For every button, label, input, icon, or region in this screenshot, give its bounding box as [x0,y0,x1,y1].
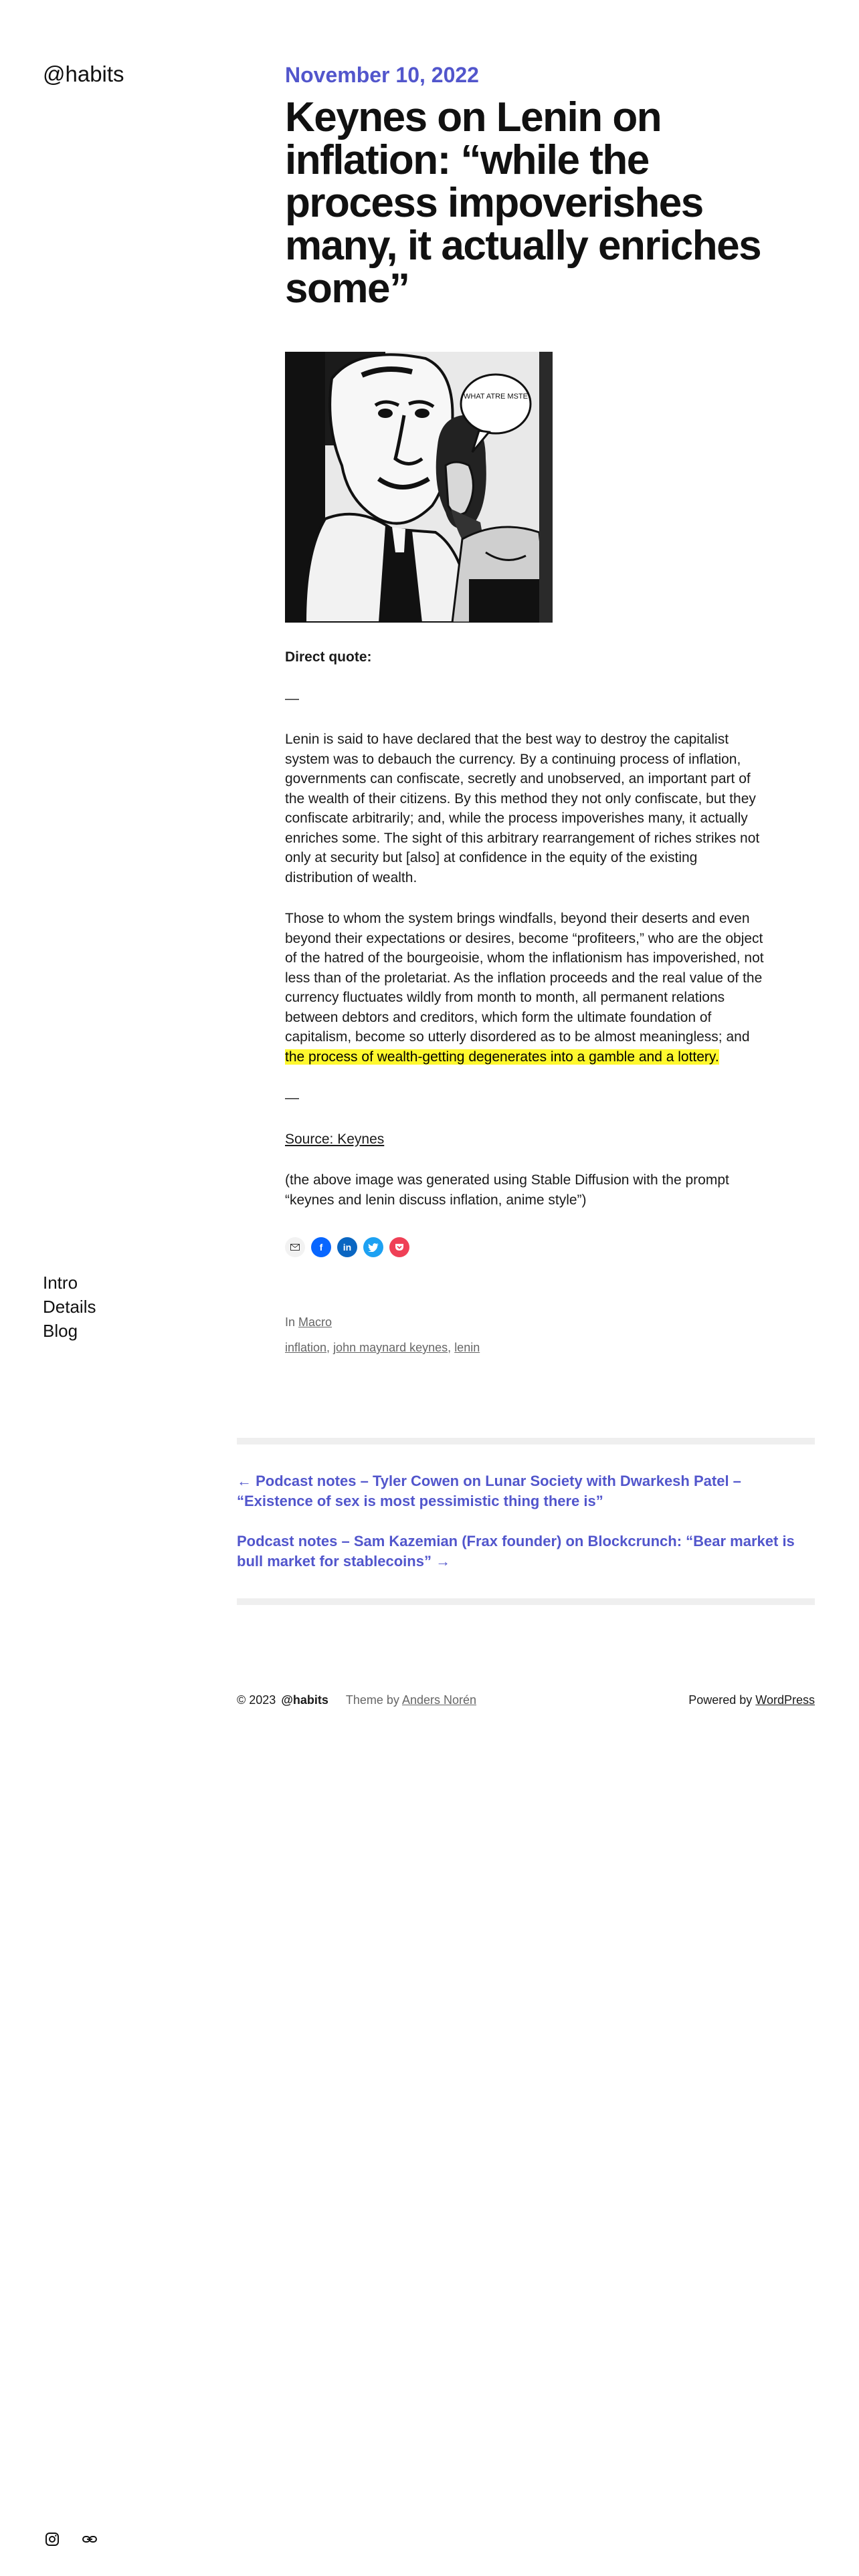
nav-item-intro[interactable]: Intro [43,1273,78,1293]
instagram-icon[interactable] [43,2530,62,2549]
dash-separator: — [285,1090,299,1105]
post-tags: inflation, john maynard keynes, lenin [285,1341,480,1354]
facebook-icon[interactable]: f [311,1237,331,1257]
footer-site-title[interactable]: @habits [281,1693,328,1707]
share-buttons [285,1237,409,1257]
email-icon[interactable] [285,1237,305,1257]
tag-link[interactable]: inflation [285,1341,327,1354]
direct-quote-label: Direct quote: [285,649,372,665]
post-header [285,62,767,310]
nav-item-details[interactable]: Details [43,1297,96,1317]
post-navigation [237,1471,815,1572]
post-meta [285,1309,480,1360]
tag-link[interactable]: lenin [454,1341,480,1354]
powered-by-prefix: Powered by [688,1693,753,1707]
twitter-icon[interactable] [363,1237,383,1257]
link-icon[interactable] [80,2530,99,2549]
featured-image [285,352,553,623]
side-navigation [43,1271,96,1343]
keynes-lenin-illustration [285,352,553,623]
theme-credit-prefix: Theme by [345,1693,399,1707]
site-footer [237,1693,815,1707]
source-link[interactable]: Source: Keynes [285,1131,385,1147]
social-links [43,2530,99,2549]
speech-bubble-text: WHAT ATRE MSTE [464,393,528,401]
nav-item-blog[interactable]: Blog [43,1321,78,1341]
image-note: (the above image was generated using Stable Diffusion with the prompt “keynes and lenin discuss inflation, anime style”) [285,1172,729,1208]
highlighted-text: the process of wealth-getting degenerates into a gamble and a lottery. [285,1049,719,1065]
copyright: © 2023 [237,1693,276,1707]
powered-by [688,1693,815,1707]
post-category [285,1309,480,1335]
pocket-icon[interactable] [389,1237,409,1257]
divider [237,1598,815,1605]
previous-post-link[interactable]: ← Podcast notes – Tyler Cowen on Lunar Society with Dwarkesh Patel – “Existence of sex is most pessimistic thing there is” [237,1473,741,1509]
post-content [285,647,767,1231]
theme-author-link[interactable]: Anders Norén [401,1693,476,1707]
category-link[interactable]: Macro [298,1315,332,1329]
quote-paragraph-2-text: Those to whom the system brings windfalls, beyond their deserts and even beyond their expectations or desires, become “profiteers,” who are the object of the hatred of the bourgeoisie, whom the inflationism has impoverished, not less than of the proletariat. As the inflation proceeds and the real value of the currency fluctuates wildly from month to month, all permanent relations between debtors and creditors, which form the ultimate foundation of capitalism, become so utterly disordered as to be almost meaningless; and [285,911,764,1045]
dash-separator: — [285,690,299,706]
theme-credit [346,1693,476,1707]
wordpress-link[interactable]: WordPress [755,1693,815,1707]
quote-paragraph-2 [285,909,767,1067]
linkedin-icon[interactable]: in [337,1237,357,1257]
quote-paragraph-1: Lenin is said to have declared that the best way to destroy the capitalist system was to debauch the currency. By a continuing process of inflation, governments can confiscate, secretly and unobserved, an important part of the wealth of their citizens. By this method they not only confiscate, but they confiscate arbitrarily; and, while the process impoverishes many, it actually enriches some. The sight of this arbitrary rearrangement of riches strikes not only at security but [also] at confidence in the equity of the existing distribution of wealth. [285,732,760,885]
category-label: In [285,1315,296,1329]
tag-link[interactable]: john maynard keynes [333,1341,448,1354]
post-title: Keynes on Lenin on inflation: “while the process impoverishes many, it actually enriches some” [285,94,761,312]
post-date[interactable]: November 10, 2022 [285,63,479,87]
next-post-link[interactable]: Podcast notes – Sam Kazemian (Frax founder) on Blockcrunch: “Bear market is bull market for stablecoins” → [237,1533,795,1570]
site-title[interactable]: @habits [43,62,124,86]
divider [237,1438,815,1444]
